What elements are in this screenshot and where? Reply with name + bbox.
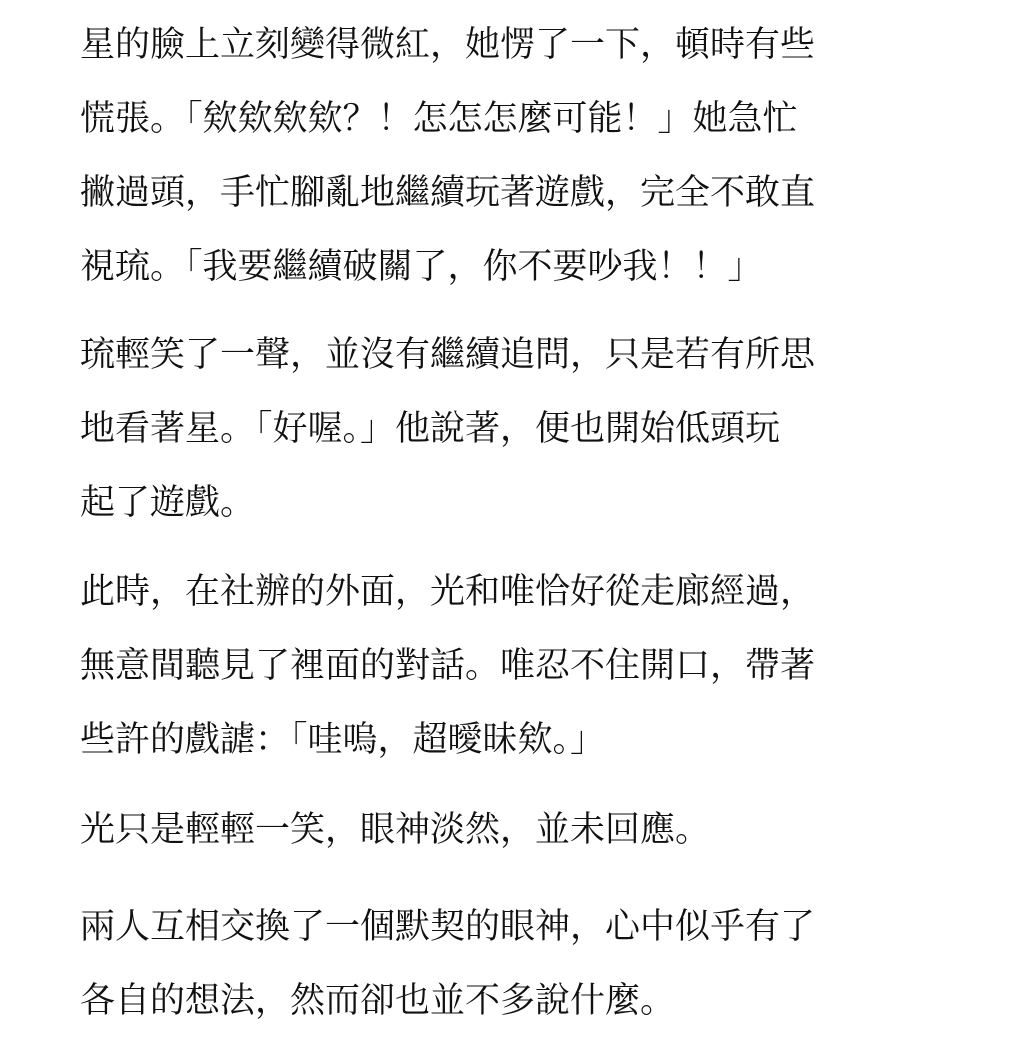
paragraph-3 [80,555,815,777]
text-line: 琉輕笑了一聲，並沒有繼續追問，只是若有所思 [80,335,816,375]
text-line: 光只是輕輕一笑，眼神淡然，並未回應。 [80,810,711,850]
text-line: 起了遊戲。 [80,483,256,523]
paragraph-1 [80,8,815,304]
text-line: 撇過頭，手忙腳亂地繼續玩著遊戲，完全不敢直 [80,173,816,213]
text-line: 無意間聽見了裡面的對話。唯忍不住開口，帶著 [80,646,816,686]
text-line: 各自的想法，然而卻也並不多說什麼。 [80,981,676,1021]
paragraph-5 [80,890,815,1038]
paragraph-2 [80,318,815,540]
text-line: 視琉。「我要繼續破關了，你不要吵我！！」 [80,247,763,287]
text-line: 星的臉上立刻變得微紅，她愣了一下，頓時有些 [80,25,816,65]
paragraph-4 [80,793,710,867]
text-line: 地看著星。「好喔。」他說著，便也開始低頭玩 [80,409,781,449]
text-line: 慌張。「欸欸欸欸？！怎怎怎麼可能！」她急忙 [80,99,798,139]
text-line: 此時，在社辦的外面，光和唯恰好從走廊經過， [80,572,816,612]
text-line: 些許的戲謔：「哇嗚，超曖昧欸。」 [80,720,606,760]
text-line: 兩人互相交換了一個默契的眼神，心中似乎有了 [80,907,816,947]
